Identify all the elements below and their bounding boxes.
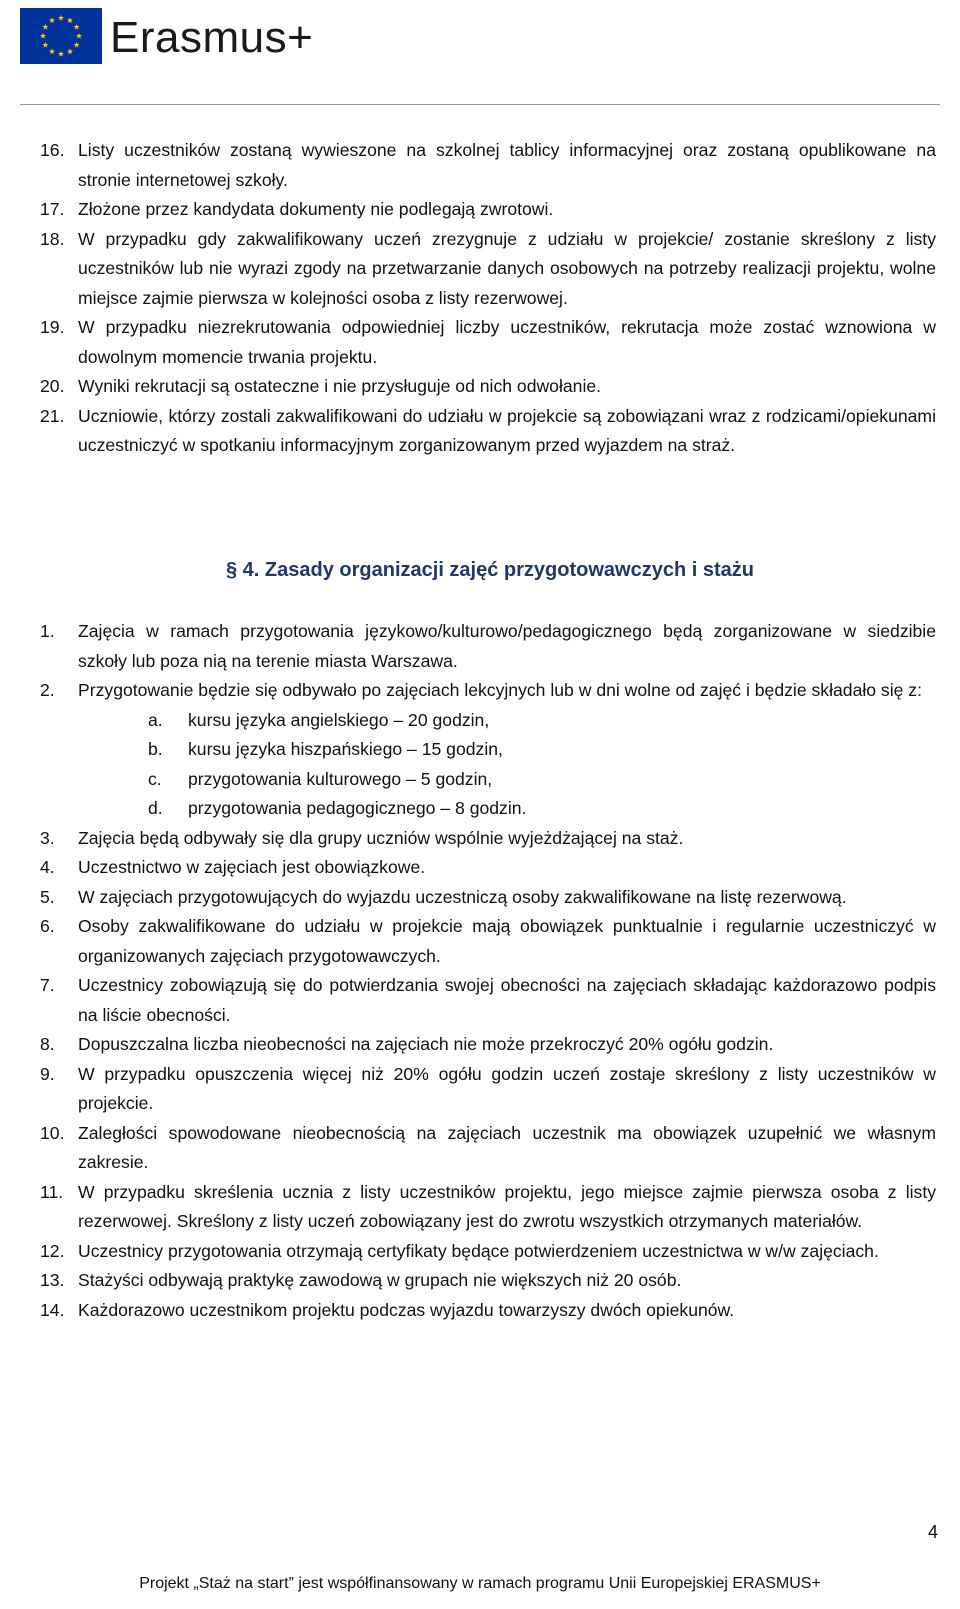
list-item: [40, 313, 936, 372]
list-item-text: Uczestnicy zobowiązują się do potwierdzania swojej obecności na zajęciach składając każdorazowo podpis na liście obecności.: [78, 975, 936, 1025]
list-item-text: W przypadku gdy zakwalifikowany uczeń zrezygnuje z udziału w projekcie/ zostanie skreślony z listy uczestników lub nie wyrazi zgody na przetwarzanie danych osobowych na potrzeby realizacji projektu, wolne miejsce zajmie pierwsza w kolejności osoba z listy rezerwowej.: [78, 228, 936, 308]
page-number: 4: [927, 1522, 938, 1542]
list-item-number: 2.: [40, 680, 55, 700]
list-item-number: 19.: [40, 317, 65, 337]
list-item-text: Przygotowanie będzie się odbywało po zajęciach lekcyjnych lub w dni wolne od zajęć i będzie składało się z:: [78, 680, 922, 700]
list-item-text: Osoby zakwalifikowane do udziału w projekcie mają obowiązek punktualnie i regularnie uczestniczyć w organizowanych zajęciach przygotowawczych.: [78, 916, 936, 966]
list-item-text: Złożone przez kandydata dokumenty nie podlegają zwrotowi.: [78, 199, 554, 219]
list-item-text: Każdorazowo uczestnikom projektu podczas wyjazdu towarzyszy dwóch opiekunów.: [78, 1299, 735, 1320]
list-item-text: Zajęcia będą odbywały się dla grupy uczniów wspólnie wyjeżdżającej na staż.: [78, 827, 684, 848]
list-item-number: 12.: [40, 1240, 65, 1261]
list-item: [40, 1237, 936, 1267]
list-item-number: 5.: [40, 886, 55, 907]
list-item: [40, 195, 936, 225]
list-item: [40, 225, 936, 314]
sub-list-item-letter: a.: [148, 709, 163, 730]
header-divider: [20, 104, 940, 105]
list-item-number: 20.: [40, 376, 65, 396]
list-item-text: W zajęciach przygotowujących do wyjazdu uczestniczą osoby zakwalifikowane na listę rezerwową.: [78, 886, 847, 907]
list-item-text: Zajęcia w ramach przygotowania językowo/kulturowo/pedagogicznego będą zorganizowane w siedzibie szkoły lub poza nią na terenie miasta Warszawa.: [78, 621, 936, 671]
list-item: [40, 1178, 936, 1237]
list-item: [40, 1296, 936, 1326]
sub-list-item: [40, 765, 936, 795]
sub-list: [40, 706, 936, 824]
sub-list-item: [40, 735, 936, 765]
list-item: [40, 883, 936, 913]
list-item-text: W przypadku niezrekrutowania odpowiedniej liczby uczestników, rekrutacja może zostać wznowiona w dowolnym momencie trwania projektu.: [78, 317, 936, 367]
list-item: [40, 676, 936, 706]
list-item: [40, 617, 936, 676]
list-item-text: Uczestnicy przygotowania otrzymają certyfikaty będące potwierdzeniem uczestnictwa w w/w zajęciach.: [78, 1240, 879, 1261]
list-item-text: Listy uczestników zostaną wywieszone na szkolnej tablicy informacyjnej oraz zostaną opublikowane na stronie internetowej szkoły.: [78, 140, 936, 190]
list-item: [40, 1030, 936, 1060]
footer-text: Projekt „Staż na start” jest współfinansowany w ramach programu Unii Europejskiej ERASMUS+: [139, 1575, 821, 1592]
list-item: [40, 971, 936, 1030]
list-item: [40, 136, 936, 195]
sub-list-item-letter: b.: [148, 739, 163, 759]
list-item-text: Stażyści odbywają praktykę zawodową w grupach nie większych niż 20 osób.: [78, 1270, 682, 1290]
rules-list-continued: [40, 136, 936, 461]
list-item-text: Uczniowie, którzy zostali zakwalifikowani do udziału w projekcie są zobowiązani wraz z rodzicami/opiekunami uczestniczyć w spotkaniu informacyjnym zorganizowanym przed wyjazdem na straż.: [78, 405, 936, 455]
header: [20, 8, 940, 70]
list-item: [40, 402, 936, 461]
list-item: [40, 1060, 936, 1119]
list-item-number: 16.: [40, 140, 65, 160]
list-item: [40, 824, 936, 854]
erasmus-logo-text: Erasmus+: [110, 13, 314, 62]
list-item: [40, 372, 936, 402]
section-4-list: [40, 617, 936, 1325]
list-item-number: 6.: [40, 916, 55, 936]
sub-list-item-text: kursu języka angielskiego – 20 godzin,: [188, 709, 490, 730]
list-item-number: 4.: [40, 857, 55, 877]
sub-list-item-letter: c.: [148, 768, 162, 789]
list-item-number: 1.: [40, 621, 55, 641]
sub-list-item: [40, 794, 936, 824]
list-item: [40, 1266, 936, 1296]
list-item-number: 13.: [40, 1270, 65, 1290]
eu-flag-icon: [20, 8, 102, 64]
list-item-text: Dopuszczalna liczba nieobecności na zajęciach nie może przekroczyć 20% ogółu godzin.: [78, 1034, 774, 1054]
list-item-text: Uczestnictwo w zajęciach jest obowiązkowe.: [78, 857, 426, 877]
list-item-text: W przypadku opuszczenia więcej niż 20% ogółu godzin uczeń zostaje skreślony z listy uczestników w projekcie.: [78, 1063, 936, 1113]
list-item-number: 7.: [40, 975, 55, 995]
list-item-number: 3.: [40, 827, 55, 848]
sub-list-item-text: przygotowania kulturowego – 5 godzin,: [188, 768, 493, 789]
list-item-number: 10.: [40, 1122, 65, 1143]
sub-list-item: [40, 706, 936, 736]
list-item: [40, 912, 936, 971]
list-item-number: 11.: [40, 1181, 64, 1202]
list-item-number: 14.: [40, 1299, 65, 1320]
list-item-text: Zaległości spowodowane nieobecnością na zajęciach uczestnik ma obowiązek uzupełnić we własnym zakresie.: [78, 1122, 936, 1172]
list-item-number: 8.: [40, 1034, 55, 1054]
sub-list-item-letter: d.: [148, 798, 163, 818]
list-item-number: 17.: [40, 199, 65, 219]
list-item: [40, 853, 936, 883]
list-item-number: 21.: [40, 405, 65, 426]
list-item-number: 9.: [40, 1063, 55, 1084]
list-item-text: W przypadku skreślenia ucznia z listy uczestników projektu, jego miejsce zajmie pierwsza osoba z listy rezerwowej. Skreślony z listy uczeń zobowiązany jest do zwrotu wszystkich otrzymanych materiałów.: [78, 1181, 936, 1231]
section-title: § 4. Zasady organizacji zajęć przygotowawczych i stażu: [226, 559, 754, 581]
list-item-text: Wyniki rekrutacji są ostateczne i nie przysługuje od nich odwołanie.: [78, 376, 602, 396]
list-item-number: 18.: [40, 228, 65, 249]
sub-list-item-text: kursu języka hiszpańskiego – 15 godzin,: [188, 739, 503, 759]
sub-list-item-text: przygotowania pedagogicznego – 8 godzin.: [188, 798, 527, 818]
list-item: [40, 1119, 936, 1178]
